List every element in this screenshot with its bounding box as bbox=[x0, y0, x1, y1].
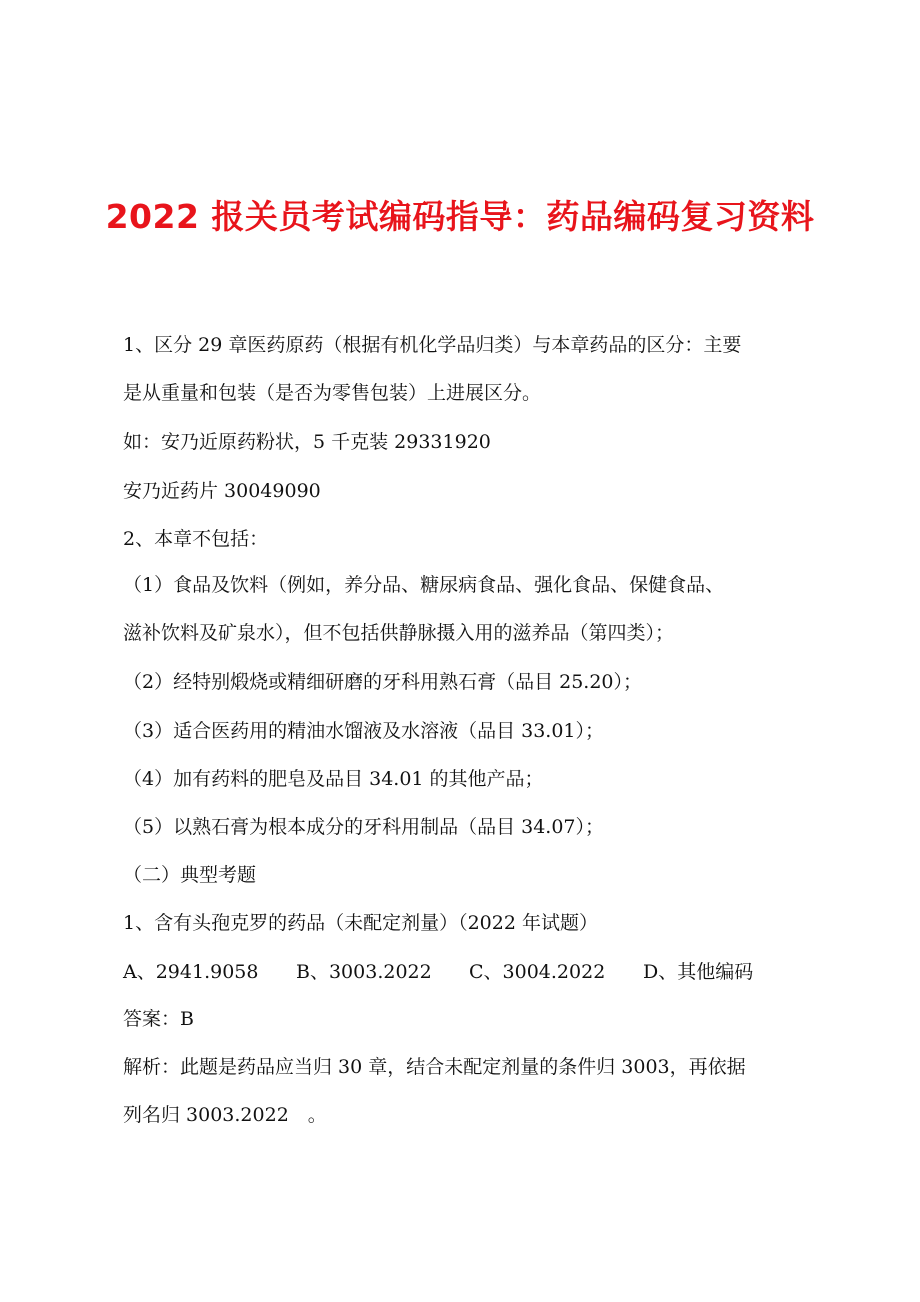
option-b: B、3003.2022 bbox=[296, 961, 432, 983]
section-heading: （二）典型考题 bbox=[123, 864, 257, 886]
paragraph-line: （2）经特别煅烧或精细研磨的牙科用熟石膏（品目 25.20）； bbox=[123, 671, 643, 693]
paragraph-line: （3）适合医药用的精油水馏液及水溶液（品目 33.01）； bbox=[123, 720, 605, 742]
paragraph-line: 如：安乃近原药粉状，5 千克装 29331920 bbox=[123, 431, 491, 453]
answer-line: 答案：B bbox=[123, 1008, 194, 1030]
question-text: 1、含有头孢克罗的药品（未配定剂量）（2022 年试题） bbox=[123, 912, 598, 934]
option-a: A、2941.9058 bbox=[123, 961, 259, 983]
paragraph-line: 2、本章不包括： bbox=[123, 528, 269, 550]
paragraph-line: 滋补饮料及矿泉水），但不包括供静脉摄入用的滋养品（第四类）； bbox=[123, 622, 675, 644]
paragraph-line: 1、区分 29 章医药原药（根据有机化学品归类）与本章药品的区分：主要 bbox=[123, 334, 742, 356]
paragraph-line: 安乃近药片 30049090 bbox=[123, 480, 321, 502]
paragraph-line: 是从重量和包装（是否为零售包装）上进展区分。 bbox=[123, 382, 542, 404]
answer-options bbox=[123, 959, 813, 985]
paragraph-line: （4）加有药料的肥皂及品目 34.01 的其他产品； bbox=[123, 768, 544, 790]
document-title: 2022 报关员考试编码指导：药品编码复习资料 bbox=[105, 197, 815, 236]
option-c: C、3004.2022 bbox=[469, 961, 606, 983]
analysis-line: 列名归 3003.2022 。 bbox=[123, 1104, 327, 1126]
paragraph-line: （5）以熟石膏为根本成分的牙科用制品（品目 34.07）； bbox=[123, 816, 605, 838]
paragraph-line: （1）食品及饮料（例如，养分品、糖尿病食品、强化食品、保健食品、 bbox=[123, 574, 725, 596]
option-d: D、其他编码 bbox=[643, 961, 754, 983]
analysis-line: 解析：此题是药品应当归 30 章，结合未配定剂量的条件归 3003，再依据 bbox=[123, 1056, 746, 1078]
